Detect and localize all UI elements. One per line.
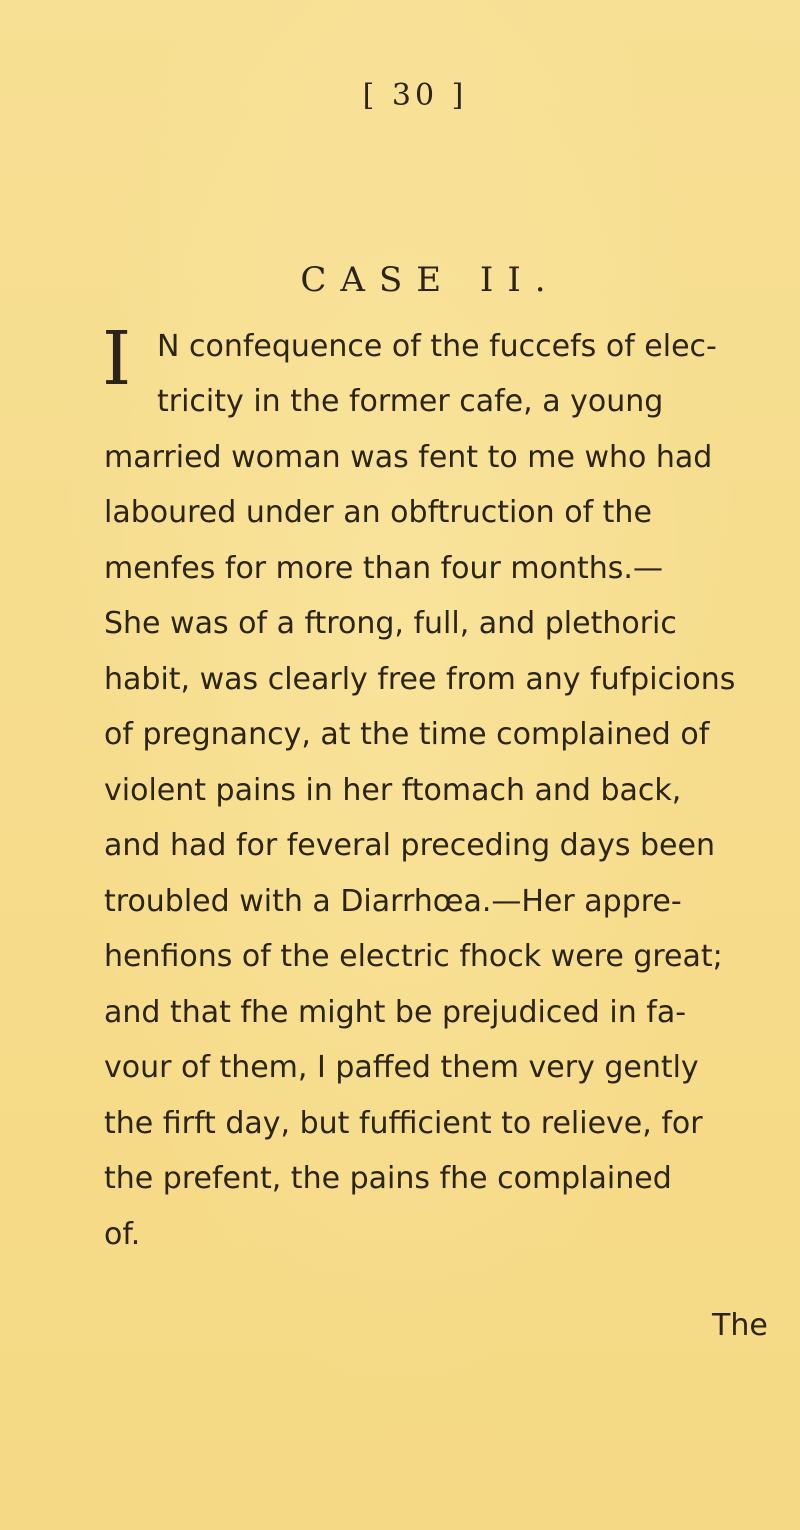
text-line-15: the firft day, but fufficient to relieve, for: [104, 1106, 703, 1141]
catchword: The: [712, 1308, 768, 1343]
page-number: [ 30 ]: [362, 78, 468, 113]
text-line-3: married woman was fent to me who had: [104, 440, 713, 475]
text-line-1: N confequence of the fuccefs of elec-: [157, 329, 717, 364]
text-line-16: the prefent, the pains fhe complained: [104, 1161, 672, 1196]
text-line-10: and had for feveral preceding days been: [104, 828, 715, 863]
case-heading: CASE II.: [300, 260, 560, 300]
text-line-12: henfions of the electric fhock were great;: [104, 939, 723, 974]
text-line-7: habit, was clearly free from any fufpicions: [104, 662, 736, 697]
drop-cap: I: [102, 316, 132, 402]
text-line-5: menfes for more than four months.—: [104, 551, 663, 586]
text-line-11: troubled with a Diarrhœa.—Her appre-: [104, 884, 682, 919]
text-line-8: of pregnancy, at the time complained of: [104, 717, 710, 752]
text-line-4: laboured under an obftruction of the: [104, 495, 652, 530]
text-line-2: tricity in the former cafe, a young: [157, 384, 664, 419]
text-line-6: She was of a ftrong, full, and plethoric: [104, 606, 677, 641]
text-line-14: vour of them, I paffed them very gently: [104, 1050, 699, 1085]
text-line-13: and that fhe might be prejudiced in fa-: [104, 995, 687, 1030]
text-line-17: of.: [104, 1217, 141, 1252]
text-line-9: violent pains in her ftomach and back,: [104, 773, 682, 808]
